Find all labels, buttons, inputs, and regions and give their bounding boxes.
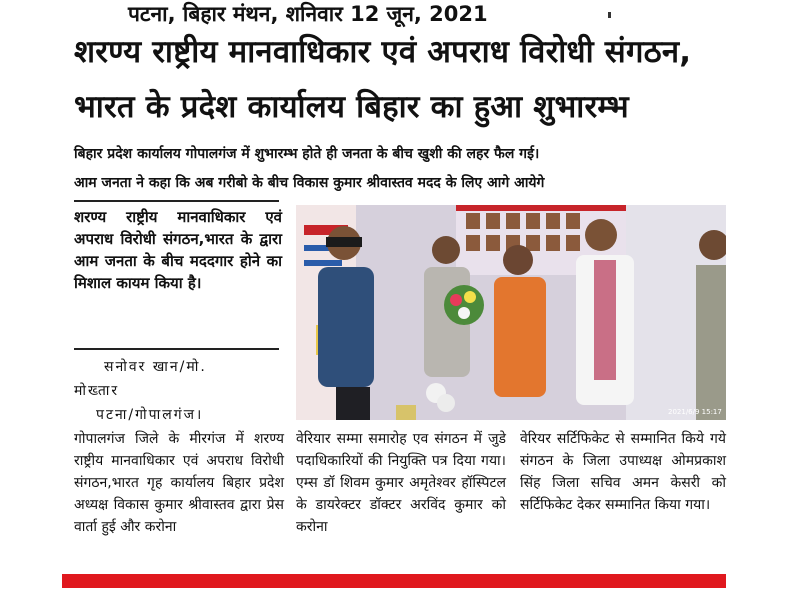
news-photo [296, 205, 726, 420]
news-photo-illustration [296, 205, 726, 420]
subheading-line-1: बिहार प्रदेश कार्यालय गोपालगंज में शुभारम्भ होते ही जनता के बीच खुशी की लहर फैल गई। [74, 146, 540, 162]
article-column-1: गोपालगंज जिले के मीरगंज में शरण्य राष्ट्रीय मानवाधिकार एवं अपराध विरोधी संगठन,भारत गृह कार्यालय बिहार प्रदेश अध्यक्ष विकास कुमार श्रीवास्तव द्वारा प्रेस वार्ता हुई और करोना [74, 431, 284, 535]
byline-line-3: पटना/गोपालगंज। [96, 407, 204, 423]
divider-top [74, 200, 279, 202]
subheading-line-2: आम जनता ने कहा कि अब गरीबो के बीच विकास कुमार श्रीवास्तव मदद के लिए आगे आयेगे [74, 175, 545, 191]
dateline: पटना, बिहार मंथन, शनिवार 12 जून, 2021 [128, 2, 488, 26]
byline-line-2: मोख्तार [74, 383, 120, 399]
article-column-2: वेरियार सम्मा समारोह एव संगठन में जुडे पदाधिकारियों की नियुक्ति पत्र दिया गया। एम्स डॉ शिवम कुमार अमृतेश्वर हॉस्पिटल के डायरेक्टर डॉक्टर अरविंद कुमार को करोना [296, 431, 506, 535]
article-column-3: वेरियर सर्टिफिकेट से सम्मानित किये गये संगठन के जिला उपाध्यक्ष ओमप्रकाश सिंह जिला सचिव अमन केसरी को सर्टिफिकेट देकर सम्मानित किया गया। [520, 431, 726, 513]
headline-line-1: शरण्य राष्ट्रीय मानवाधिकार एवं अपराध विरोधी संगठन, [74, 34, 692, 70]
byline-line-1: सनोवर खान/मो. [104, 359, 207, 375]
pull-quote: शरण्य राष्ट्रीय मानवाधिकार एवं अपराध विरोधी संगठन,भारत के द्वारा आम जनता के बीच मददगार होने का मिशाल कायम किया है। [74, 208, 282, 292]
divider-bottom [74, 348, 279, 350]
decorative-mark [608, 12, 611, 18]
photo-timestamp: 2021/6/9 15:17 [668, 408, 722, 416]
headline-line-2: भारत के प्रदेश कार्यालय बिहार का हुआ शुभारम्भ [74, 89, 629, 125]
footer-red-bar [62, 574, 726, 588]
